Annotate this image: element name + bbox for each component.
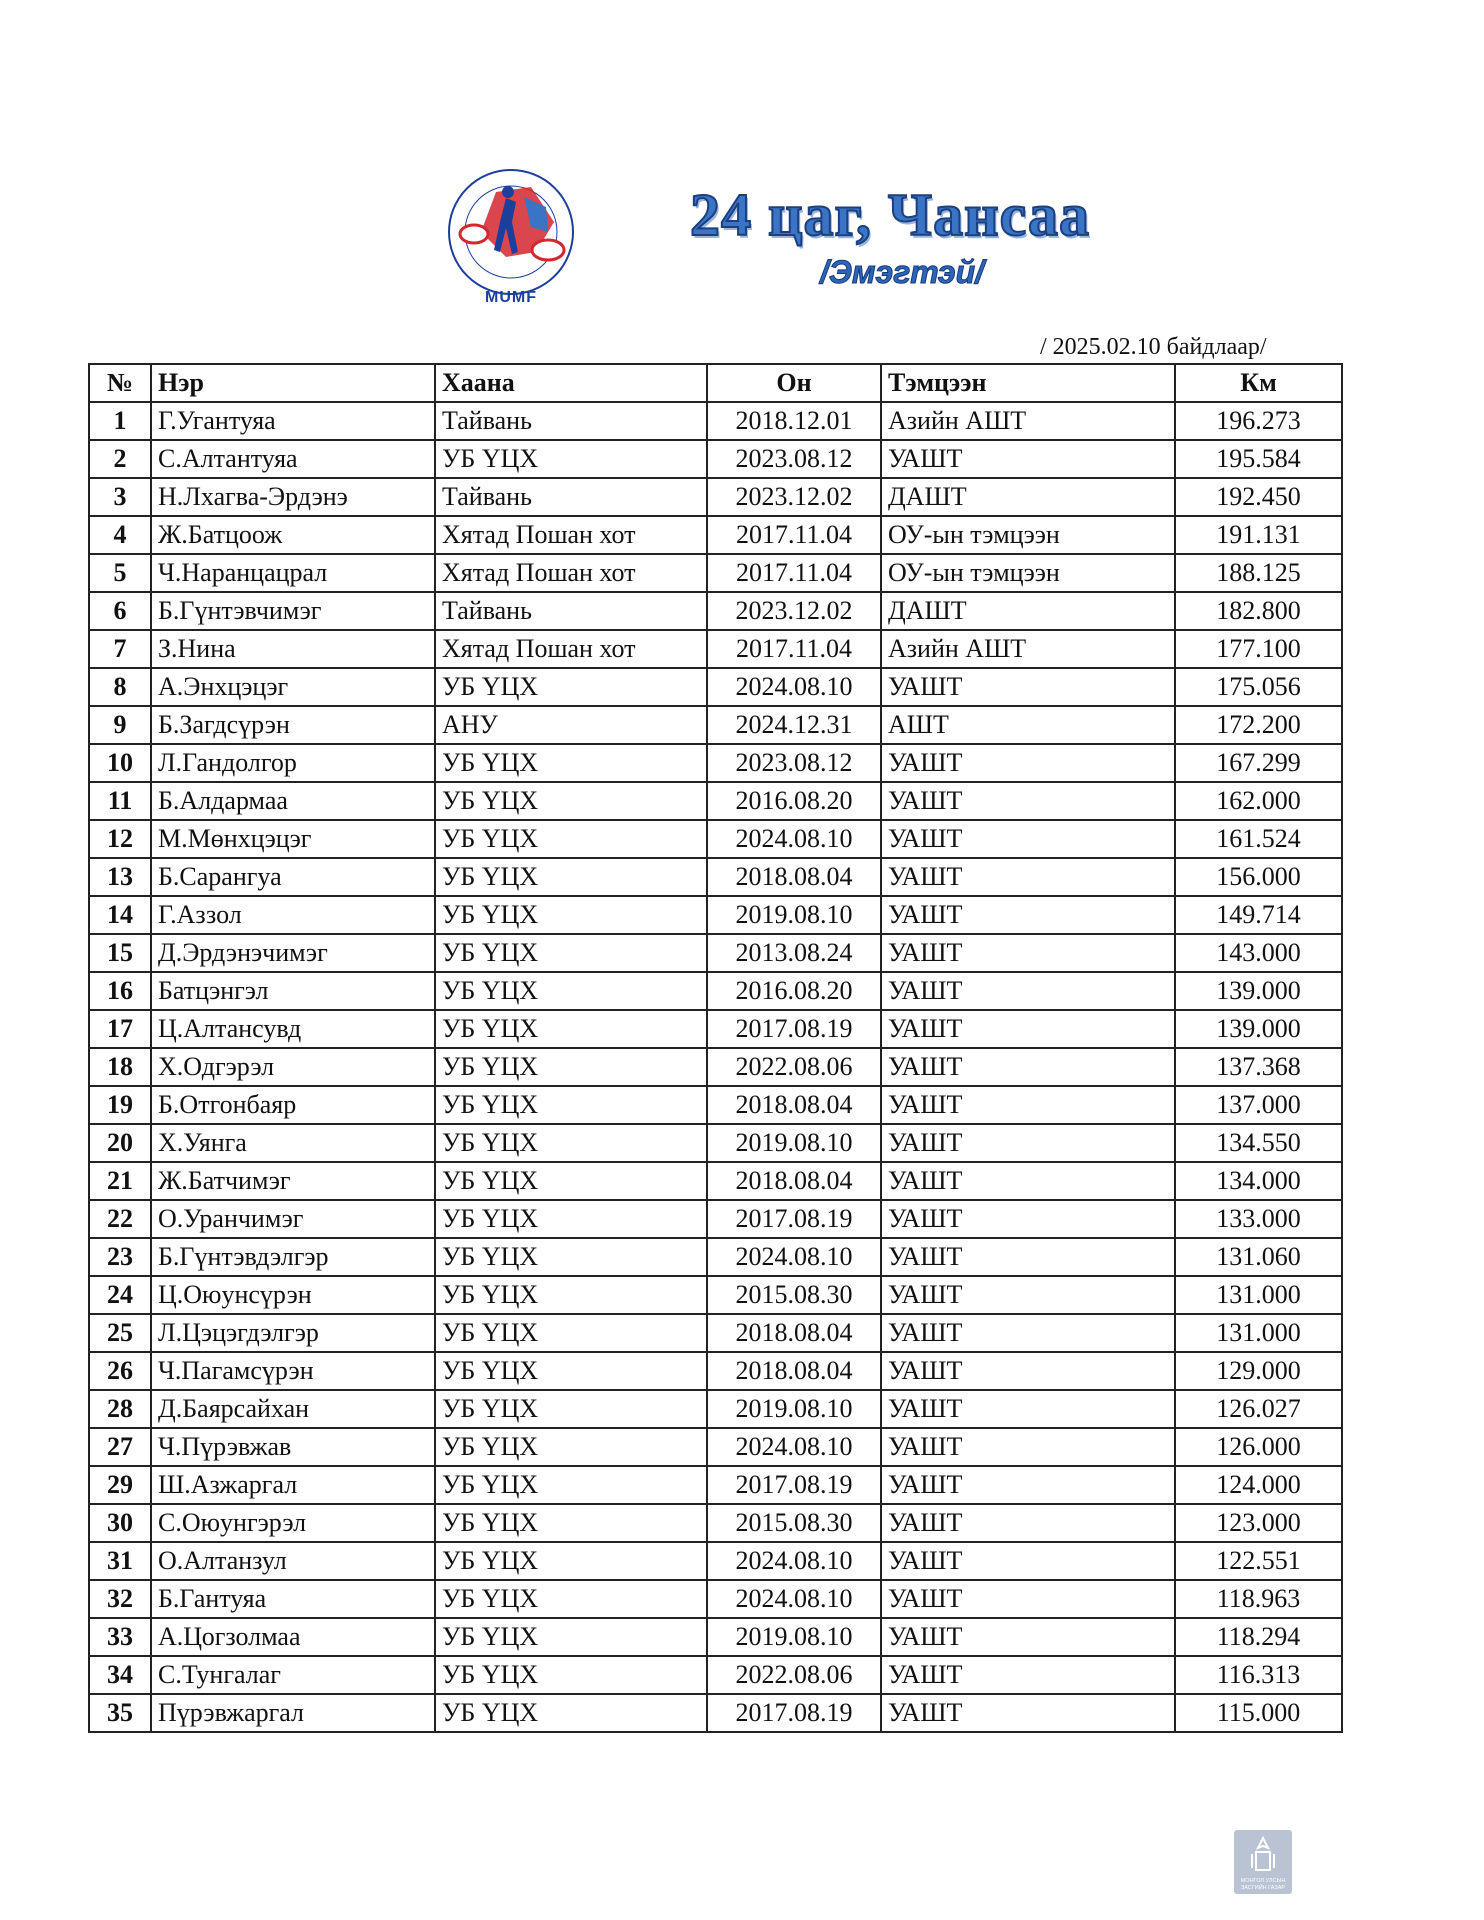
distance-km: 196.273 [1175,402,1342,440]
header-event: Тэмцээн [881,364,1175,402]
row-number: 2 [89,440,151,478]
distance-km: 123.000 [1175,1504,1342,1542]
row-number: 19 [89,1086,151,1124]
athlete-name: Х.Уянга [151,1124,435,1162]
row-number: 26 [89,1352,151,1390]
header-place: Хаана [435,364,707,402]
athlete-name: Батцэнгэл [151,972,435,1010]
race-location: Хятад Пошан хот [435,516,707,554]
distance-km: 191.131 [1175,516,1342,554]
race-event: УАШТ [881,668,1175,706]
table-row [89,668,1342,706]
race-location: Хятад Пошан хот [435,554,707,592]
row-number: 14 [89,896,151,934]
table-row [89,858,1342,896]
race-event: УАШТ [881,1086,1175,1124]
athlete-name: М.Мөнхцэцэг [151,820,435,858]
race-location: УБ ҮЦХ [435,934,707,972]
distance-km: 195.584 [1175,440,1342,478]
race-event: ОУ-ын тэмцээн [881,516,1175,554]
distance-km: 143.000 [1175,934,1342,972]
distance-km: 192.450 [1175,478,1342,516]
row-number: 18 [89,1048,151,1086]
race-event: УАШТ [881,1618,1175,1656]
row-number: 10 [89,744,151,782]
race-event: УАШТ [881,1694,1175,1732]
table-row [89,516,1342,554]
row-number: 24 [89,1276,151,1314]
race-date: 2024.08.10 [707,1542,881,1580]
distance-km: 139.000 [1175,1010,1342,1048]
athlete-name: Д.Эрдэнэчимэг [151,934,435,972]
svg-text:MUMF: MUMF [485,289,537,306]
row-number: 28 [89,1390,151,1428]
distance-km: 134.000 [1175,1162,1342,1200]
race-location: УБ ҮЦХ [435,440,707,478]
race-event: УАШТ [881,1428,1175,1466]
table-row [89,478,1342,516]
row-number: 1 [89,402,151,440]
race-location: УБ ҮЦХ [435,1504,707,1542]
race-location: УБ ҮЦХ [435,1390,707,1428]
row-number: 8 [89,668,151,706]
distance-km: 118.294 [1175,1618,1342,1656]
race-location: УБ ҮЦХ [435,972,707,1010]
table-row [89,1124,1342,1162]
distance-km: 116.313 [1175,1656,1342,1694]
svg-text:МОНГОЛ УЛСЫН: МОНГОЛ УЛСЫН [1240,1878,1286,1884]
distance-km: 126.000 [1175,1428,1342,1466]
race-date: 2023.08.12 [707,440,881,478]
svg-text:ЗАСГИЙН ГАЗАР: ЗАСГИЙН ГАЗАР [1240,1885,1286,1891]
table-row [89,1010,1342,1048]
race-event: УАШТ [881,1656,1175,1694]
athlete-name: С.Алтантуяа [151,440,435,478]
race-location: УБ ҮЦХ [435,1048,707,1086]
race-date: 2018.08.04 [707,1162,881,1200]
race-event: Азийн АШТ [881,630,1175,668]
row-number: 3 [89,478,151,516]
distance-km: 124.000 [1175,1466,1342,1504]
race-location: УБ ҮЦХ [435,820,707,858]
row-number: 12 [89,820,151,858]
race-event: УАШТ [881,858,1175,896]
athlete-name: Б.Отгонбаяр [151,1086,435,1124]
race-location: УБ ҮЦХ [435,858,707,896]
race-event: УАШТ [881,782,1175,820]
race-date: 2023.08.12 [707,744,881,782]
row-number: 7 [89,630,151,668]
distance-km: 162.000 [1175,782,1342,820]
row-number: 27 [89,1428,151,1466]
race-event: УАШТ [881,1276,1175,1314]
distance-km: 139.000 [1175,972,1342,1010]
distance-km: 172.200 [1175,706,1342,744]
race-event: ДАШТ [881,592,1175,630]
race-date: 2013.08.24 [707,934,881,972]
race-date: 2017.11.04 [707,554,881,592]
race-location: Тайвань [435,592,707,630]
row-number: 22 [89,1200,151,1238]
race-event: АШТ [881,706,1175,744]
race-event: УАШТ [881,1238,1175,1276]
race-event: УАШТ [881,1580,1175,1618]
page-title: 24 цаг, Чансаа [689,182,1090,248]
government-seal [1234,1830,1292,1894]
race-date: 2017.08.19 [707,1466,881,1504]
row-number: 21 [89,1162,151,1200]
table-row [89,1694,1342,1732]
race-date: 2024.08.10 [707,1428,881,1466]
race-date: 2022.08.06 [707,1656,881,1694]
race-location: УБ ҮЦХ [435,1238,707,1276]
row-number: 5 [89,554,151,592]
race-location: УБ ҮЦХ [435,1124,707,1162]
athlete-name: Ш.Азжаргал [151,1466,435,1504]
distance-km: 122.551 [1175,1542,1342,1580]
distance-km: 118.963 [1175,1580,1342,1618]
athlete-name: А.Энхцэцэг [151,668,435,706]
distance-km: 134.550 [1175,1124,1342,1162]
header-no: № [89,364,151,402]
table-row [89,1580,1342,1618]
race-date: 2023.12.02 [707,478,881,516]
race-location: УБ ҮЦХ [435,1276,707,1314]
athlete-name: Б.Алдармаа [151,782,435,820]
race-location: УБ ҮЦХ [435,1162,707,1200]
table-row [89,1048,1342,1086]
athlete-name: Б.Гантуяа [151,1580,435,1618]
athlete-name: З.Нина [151,630,435,668]
race-location: АНУ [435,706,707,744]
table-header-row [89,364,1342,402]
athlete-name: С.Тунгалаг [151,1656,435,1694]
race-date: 2024.12.31 [707,706,881,744]
race-date: 2015.08.30 [707,1276,881,1314]
athlete-name: Х.Одгэрэл [151,1048,435,1086]
distance-km: 161.524 [1175,820,1342,858]
athlete-name: Л.Цэцэгдэлгэр [151,1314,435,1352]
row-number: 30 [89,1504,151,1542]
race-location: Тайвань [435,478,707,516]
distance-km: 137.000 [1175,1086,1342,1124]
race-location: УБ ҮЦХ [435,1656,707,1694]
race-date: 2017.08.19 [707,1694,881,1732]
race-event: ДАШТ [881,478,1175,516]
race-event: УАШТ [881,820,1175,858]
table-row [89,402,1342,440]
race-date: 2016.08.20 [707,972,881,1010]
race-event: УАШТ [881,1162,1175,1200]
results-table [88,363,1343,1733]
table-row [89,706,1342,744]
table-row [89,1276,1342,1314]
header-name: Нэр [151,364,435,402]
table-row [89,1618,1342,1656]
athlete-name: Пүрэвжаргал [151,1694,435,1732]
athlete-name: О.Алтанзул [151,1542,435,1580]
row-number: 9 [89,706,151,744]
table-row [89,440,1342,478]
race-event: Азийн АШТ [881,402,1175,440]
race-location: УБ ҮЦХ [435,744,707,782]
header-km: Км [1175,364,1342,402]
as-of-date: / 2025.02.10 байдлаар/ [1040,334,1267,360]
athlete-name: Ч.Наранцацрал [151,554,435,592]
distance-km: 175.056 [1175,668,1342,706]
race-event: ОУ-ын тэмцээн [881,554,1175,592]
distance-km: 131.060 [1175,1238,1342,1276]
race-date: 2017.08.19 [707,1200,881,1238]
athlete-name: Г.Аззол [151,896,435,934]
race-event: УАШТ [881,744,1175,782]
distance-km: 131.000 [1175,1276,1342,1314]
distance-km: 167.299 [1175,744,1342,782]
race-date: 2018.12.01 [707,402,881,440]
race-event: УАШТ [881,1466,1175,1504]
race-event: УАШТ [881,972,1175,1010]
distance-km: 131.000 [1175,1314,1342,1352]
athlete-name: Б.Гүнтэвчимэг [151,592,435,630]
table-row [89,1238,1342,1276]
race-event: УАШТ [881,896,1175,934]
distance-km: 177.100 [1175,630,1342,668]
race-location: УБ ҮЦХ [435,1466,707,1504]
athlete-name: Б.Загдсүрэн [151,706,435,744]
distance-km: 149.714 [1175,896,1342,934]
table-row [89,1542,1342,1580]
race-event: УАШТ [881,1542,1175,1580]
athlete-name: О.Уранчимэг [151,1200,435,1238]
race-event: УАШТ [881,1390,1175,1428]
race-date: 2019.08.10 [707,1390,881,1428]
race-event: УАШТ [881,1314,1175,1352]
table-row [89,630,1342,668]
race-date: 2018.08.04 [707,1086,881,1124]
athlete-name: Д.Баярсайхан [151,1390,435,1428]
race-date: 2024.08.10 [707,668,881,706]
race-location: УБ ҮЦХ [435,1618,707,1656]
page-subtitle: /Эмэгтэй/ [819,254,985,290]
race-date: 2019.08.10 [707,1618,881,1656]
race-location: УБ ҮЦХ [435,668,707,706]
race-location: Хятад Пошан хот [435,630,707,668]
row-number: 25 [89,1314,151,1352]
athlete-name: Н.Лхагва-Эрдэнэ [151,478,435,516]
table-row [89,1466,1342,1504]
race-date: 2019.08.10 [707,1124,881,1162]
mumf-logo [436,162,586,312]
race-location: УБ ҮЦХ [435,1428,707,1466]
header-date: Он [707,364,881,402]
race-location: УБ ҮЦХ [435,1352,707,1390]
race-location: УБ ҮЦХ [435,782,707,820]
race-event: УАШТ [881,934,1175,972]
race-date: 2024.08.10 [707,820,881,858]
row-number: 34 [89,1656,151,1694]
race-date: 2019.08.10 [707,896,881,934]
table-row [89,934,1342,972]
row-number: 15 [89,934,151,972]
table-row [89,1162,1342,1200]
table-row [89,1504,1342,1542]
distance-km: 156.000 [1175,858,1342,896]
athlete-name: С.Оюунгэрэл [151,1504,435,1542]
athlete-name: Б.Сарангуа [151,858,435,896]
athlete-name: Ж.Батчимэг [151,1162,435,1200]
table-row [89,1390,1342,1428]
distance-km: 188.125 [1175,554,1342,592]
row-number: 17 [89,1010,151,1048]
race-date: 2016.08.20 [707,782,881,820]
race-date: 2024.08.10 [707,1238,881,1276]
race-location: УБ ҮЦХ [435,1010,707,1048]
title-block [600,180,1180,292]
race-event: УАШТ [881,1504,1175,1542]
table-row [89,1428,1342,1466]
race-date: 2017.08.19 [707,1010,881,1048]
race-date: 2015.08.30 [707,1504,881,1542]
row-number: 33 [89,1618,151,1656]
row-number: 4 [89,516,151,554]
table-row [89,1314,1342,1352]
table-row [89,782,1342,820]
table-row [89,1656,1342,1694]
race-date: 2018.08.04 [707,858,881,896]
race-location: УБ ҮЦХ [435,1314,707,1352]
row-number: 29 [89,1466,151,1504]
race-date: 2018.08.04 [707,1352,881,1390]
table-row [89,1200,1342,1238]
distance-km: 115.000 [1175,1694,1342,1732]
table-row [89,820,1342,858]
race-date: 2018.08.04 [707,1314,881,1352]
race-date: 2017.11.04 [707,630,881,668]
race-event: УАШТ [881,1352,1175,1390]
race-date: 2022.08.06 [707,1048,881,1086]
race-location: УБ ҮЦХ [435,1086,707,1124]
race-date: 2024.08.10 [707,1580,881,1618]
distance-km: 182.800 [1175,592,1342,630]
distance-km: 129.000 [1175,1352,1342,1390]
athlete-name: Л.Гандолгор [151,744,435,782]
table-row [89,896,1342,934]
table-row [89,1352,1342,1390]
distance-km: 137.368 [1175,1048,1342,1086]
race-location: УБ ҮЦХ [435,1694,707,1732]
athlete-name: Ч.Пүрэвжав [151,1428,435,1466]
table-row [89,592,1342,630]
row-number: 6 [89,592,151,630]
race-event: УАШТ [881,1048,1175,1086]
row-number: 20 [89,1124,151,1162]
distance-km: 133.000 [1175,1200,1342,1238]
athlete-name: Ч.Пагамсүрэн [151,1352,435,1390]
race-event: УАШТ [881,1124,1175,1162]
race-location: УБ ҮЦХ [435,1542,707,1580]
distance-km: 126.027 [1175,1390,1342,1428]
race-event: УАШТ [881,440,1175,478]
athlete-name: Ц.Алтансувд [151,1010,435,1048]
race-date: 2023.12.02 [707,592,881,630]
athlete-name: Г.Угантуяа [151,402,435,440]
athlete-name: А.Цогзолмаа [151,1618,435,1656]
race-location: УБ ҮЦХ [435,1200,707,1238]
table-row [89,972,1342,1010]
row-number: 35 [89,1694,151,1732]
table-row [89,1086,1342,1124]
row-number: 16 [89,972,151,1010]
race-event: УАШТ [881,1010,1175,1048]
race-event: УАШТ [881,1200,1175,1238]
race-date: 2017.11.04 [707,516,881,554]
row-number: 11 [89,782,151,820]
athlete-name: Б.Гүнтэвдэлгэр [151,1238,435,1276]
athlete-name: Ж.Батцоож [151,516,435,554]
race-location: Тайвань [435,402,707,440]
table-row [89,744,1342,782]
row-number: 31 [89,1542,151,1580]
row-number: 23 [89,1238,151,1276]
row-number: 13 [89,858,151,896]
table-row [89,554,1342,592]
race-location: УБ ҮЦХ [435,1580,707,1618]
athlete-name: Ц.Оюунсүрэн [151,1276,435,1314]
row-number: 32 [89,1580,151,1618]
race-location: УБ ҮЦХ [435,896,707,934]
